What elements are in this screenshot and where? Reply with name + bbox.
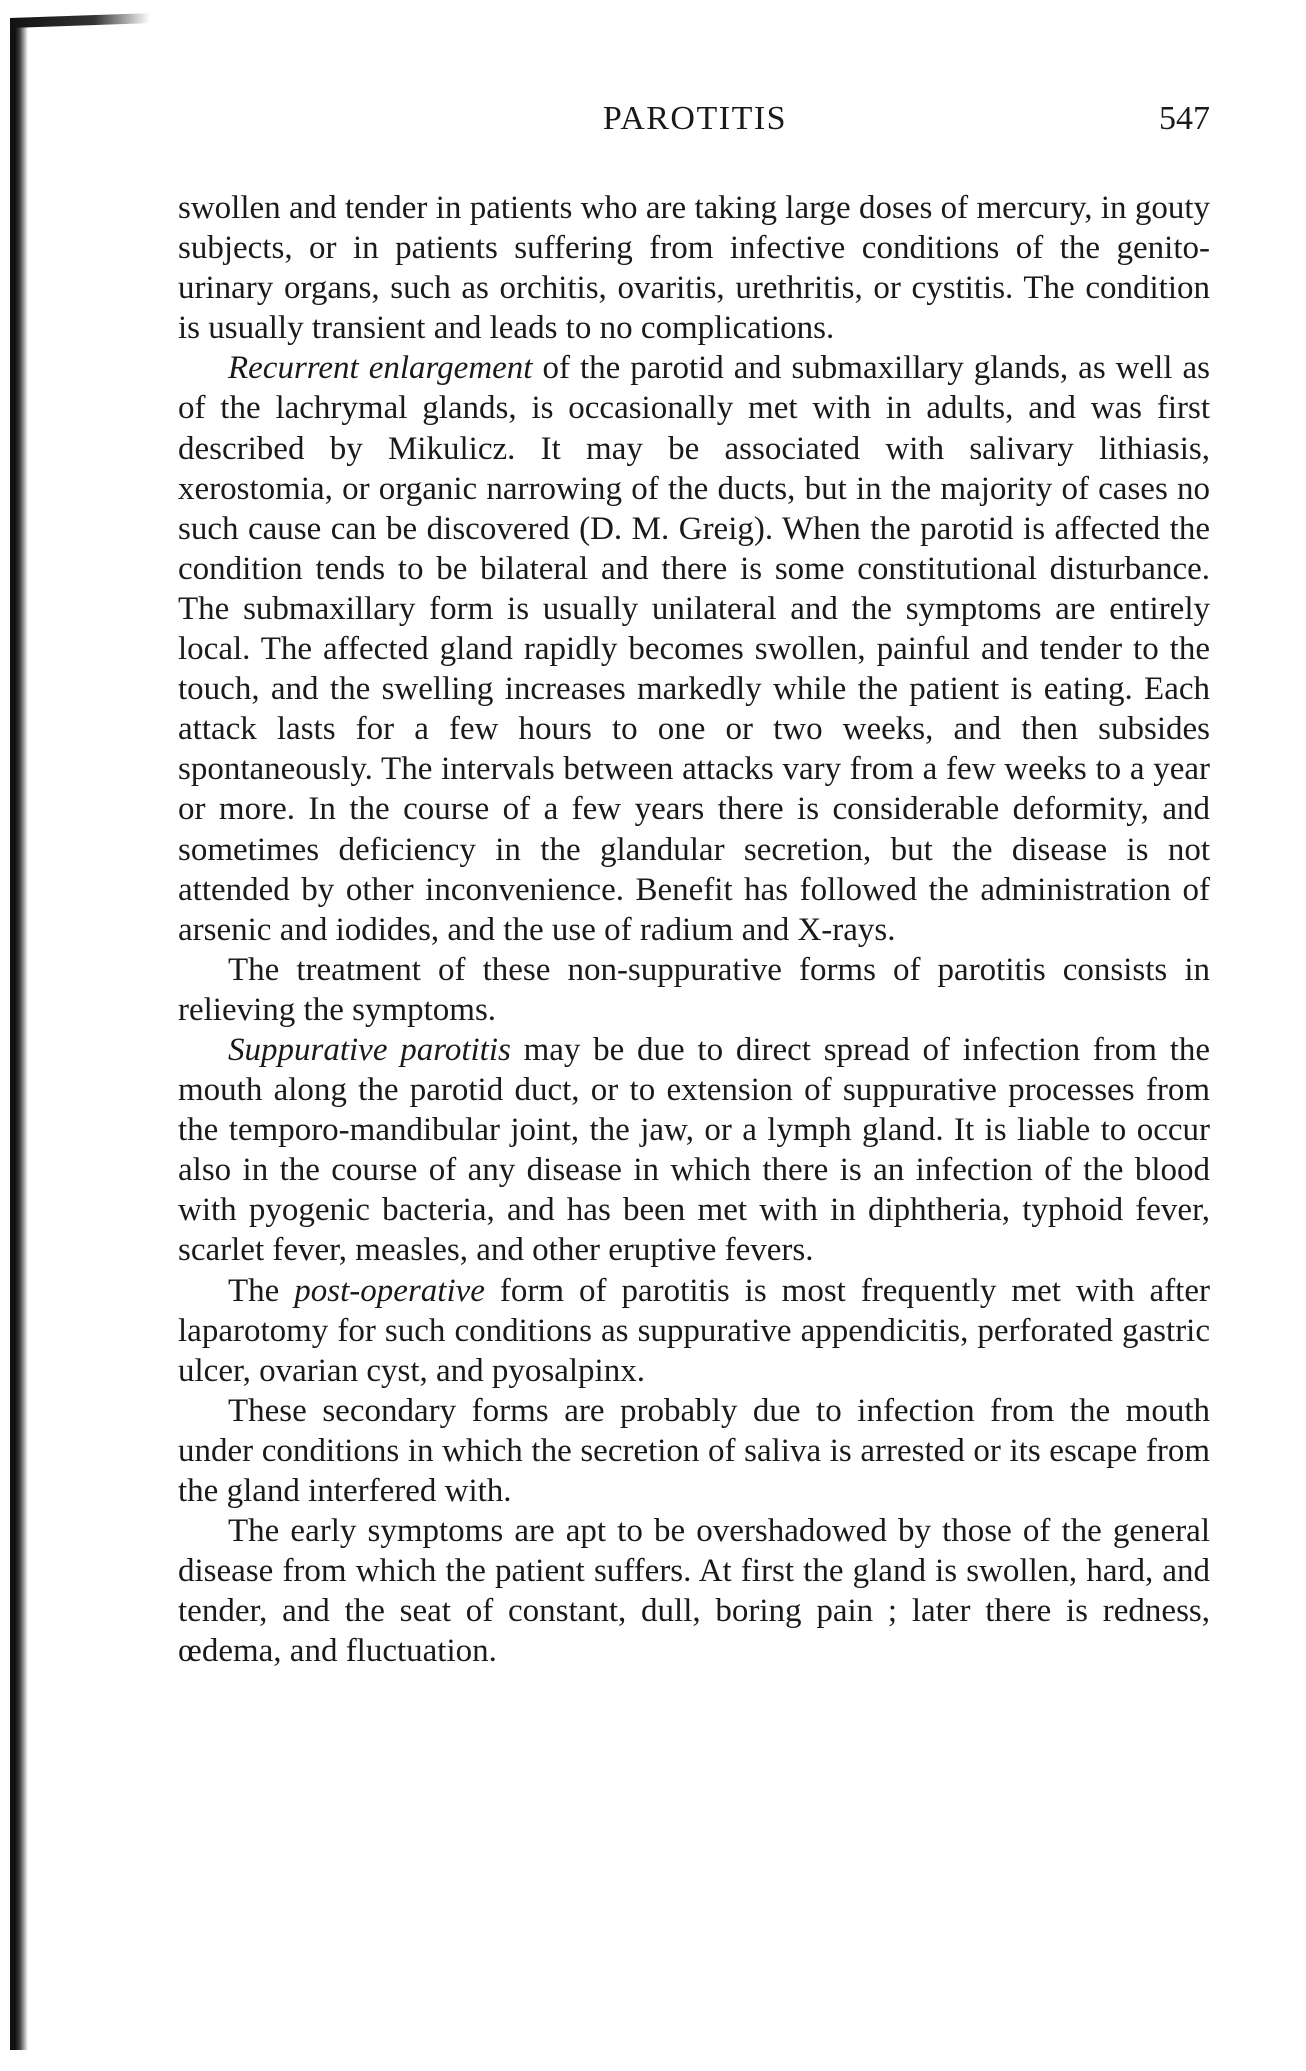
paragraph-treatment <box>178 950 1210 1030</box>
text-segment: form of parotitis is most frequently met with after laparotomy for such conditions as suppurative appendicitis, perforated gastric ulcer, ovarian cyst, and pyosalpinx. <box>178 1272 1210 1389</box>
body-text <box>178 188 1210 1671</box>
book-binding-edge <box>10 20 28 2050</box>
page-number: 547 <box>1159 100 1210 137</box>
italic-term: Recurrent enlargement <box>228 350 533 387</box>
italic-term: Suppurative parotitis <box>228 1031 511 1068</box>
paragraph-continuation <box>178 188 1210 348</box>
paragraph-secondary-forms <box>178 1391 1210 1511</box>
text-segment: may be due to direct spread of infection from the mouth along the parotid duct, or to extension of suppurative processes from the temporo-mandibular joint, the jaw, or a lymph gland. It is liable to occur also in the course of any disease in which there is an infection of the blood with pyogenic bacteria, and has been met with in diphtheria, typhoid fever, scarlet fever, measles, and other eruptive fevers. <box>178 1031 1211 1269</box>
text-segment: of the parotid and submaxillary glands, as well as of the lachrymal glands, is occasionally met with in adults, and was first described by Mikulicz. It may be associated with salivary lithiasis, xerostomia, or organic narrowing of the ducts, but in the majority of cases no such cause can be discovered (D. M. Greig). When the parotid is affected the condition tends to be bilateral and there is some constitutional disturbance. The submaxillary form is usually unilateral and the symptoms are entirely local. The affected gland rapidly becomes swollen, painful and tender to the touch, and the swelling increases markedly while the patient is eating. Each attack lasts for a few hours to one or two weeks, and then subsides spontaneously. The intervals between attacks vary from a few weeks to a year or more. In the course of a few years there is considerable deformity, and sometimes deficiency in the glandular secretion, but the disease is not attended by other inconvenience. Benefit has followed the administration of arsenic and iodides, and the use of radium and X-rays. <box>178 350 1210 948</box>
text-segment: swollen and tender in patients who are taking large doses of mercury, in gouty subjects, or in patients suffering from infective conditions of the genito-urinary organs, such as orchitis, ovaritis, urethritis, or cystitis. The condition is usually transient and leads to no complications. <box>178 190 1210 347</box>
italic-term: post-operative <box>294 1272 485 1309</box>
page-header <box>180 100 1210 150</box>
book-binding-corner <box>10 13 150 28</box>
text-segment: The <box>228 1272 295 1309</box>
running-title: PAROTITIS <box>602 100 788 137</box>
text-segment: The treatment of these non-suppurative forms of parotitis consists in relieving the symptoms. <box>178 951 1210 1028</box>
paragraph-early-symptoms <box>178 1511 1210 1671</box>
paragraph-recurrent-enlargement <box>178 348 1210 949</box>
text-segment: These secondary forms are probably due to infection from the mouth under conditions in which the secretion of saliva is arrested or its escape from the gland interfered with. <box>178 1392 1210 1509</box>
paragraph-post-operative <box>178 1271 1210 1391</box>
paragraph-suppurative-parotitis <box>178 1030 1210 1271</box>
text-segment: The early symptoms are apt to be overshadowed by those of the general disease from which the patient suffers. At first the gland is swollen, hard, and tender, and the seat of constant, dull, boring pain ; later there is redness, œdema, and fluctuation. <box>178 1513 1210 1670</box>
